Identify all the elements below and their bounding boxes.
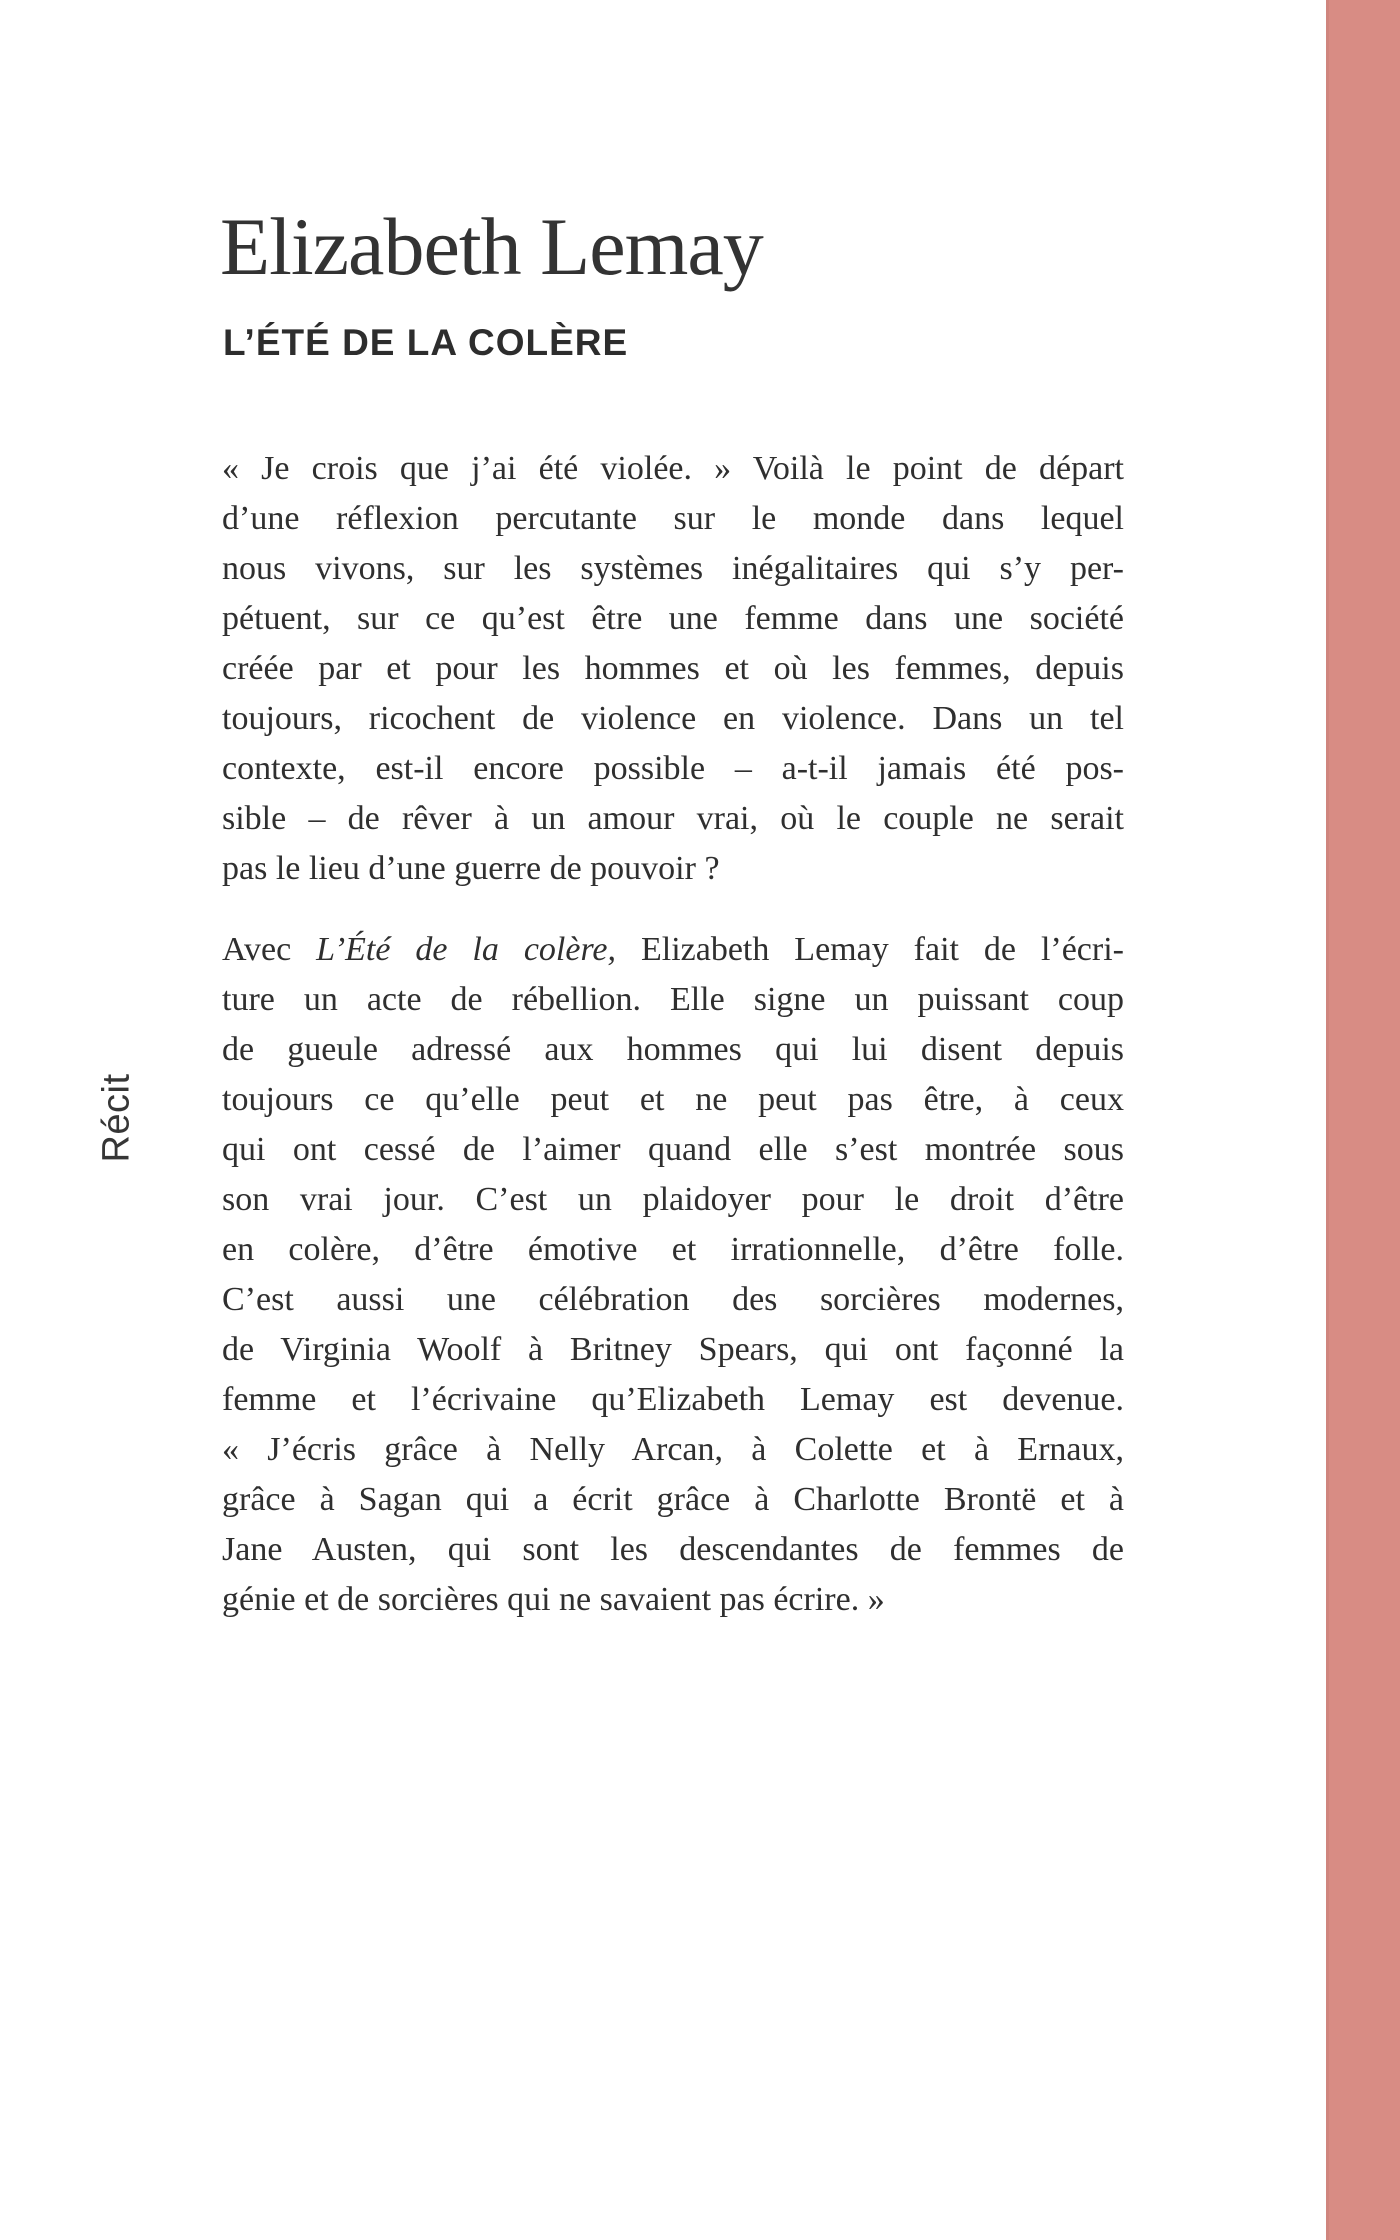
accent-stripe — [1326, 0, 1400, 2240]
text-line: toujours ce qu’elle peut et ne peut pas être, à ceux — [222, 1081, 1124, 1118]
text-line: grâce à Sagan qui a écrit grâce à Charlotte Brontë et à — [222, 1481, 1124, 1518]
text-line: Jane Austen, qui sont les descendantes de femmes de — [222, 1531, 1124, 1568]
text-line: nous vivons, sur les systèmes inégalitaires qui s’y per- — [222, 550, 1124, 587]
text-line: créée par et pour les hommes et où les femmes, depuis — [222, 650, 1124, 687]
author-name: Elizabeth Lemay — [220, 201, 763, 292]
text-line: qui ont cessé de l’aimer quand elle s’est montrée sous — [222, 1131, 1124, 1168]
text-line: pas le lieu d’une guerre de pouvoir ? — [222, 850, 720, 887]
text-line: pétuent, sur ce qu’est être une femme dans une société — [222, 600, 1124, 637]
text-line: d’une réflexion percutante sur le monde dans lequel — [222, 500, 1124, 537]
text-line: ture un acte de rébellion. Elle signe un puissant coup — [222, 981, 1124, 1018]
text-line: C’est aussi une célébration des sorcières modernes, — [222, 1281, 1124, 1318]
text-line: « J’écris grâce à Nelly Arcan, à Colette et à Ernaux, — [222, 1431, 1124, 1468]
paragraph — [222, 444, 1124, 894]
text-line: « Je crois que j’ai été violée. » Voilà le point de départ — [222, 450, 1124, 487]
text-line: contexte, est-il encore possible – a-t-il jamais été pos- — [222, 750, 1124, 787]
text-line: en colère, d’être émotive et irrationnelle, d’être folle. — [222, 1231, 1124, 1268]
description-text — [222, 444, 1124, 1625]
text-line: de gueule adressé aux hommes qui lui disent depuis — [222, 1031, 1124, 1068]
text-line: femme et l’écrivaine qu’Elizabeth Lemay est devenue. — [222, 1381, 1124, 1418]
text-line: de Virginia Woolf à Britney Spears, qui ont façonné la — [222, 1331, 1124, 1368]
text-line: sible – de rêver à un amour vrai, où le couple ne serait — [222, 800, 1124, 837]
paragraph — [222, 925, 1124, 1625]
category-label: Récit — [95, 1073, 138, 1163]
text-line: génie et de sorcières qui ne savaient pas écrire. » — [222, 1581, 885, 1618]
book-title: L’ÉTÉ DE LA COLÈRE — [223, 322, 629, 363]
text-line: son vrai jour. C’est un plaidoyer pour le droit d’être — [222, 1181, 1124, 1218]
text-line: toujours, ricochent de violence en violence. Dans un tel — [222, 700, 1124, 737]
text-line: Avec L’Été de la colère, Elizabeth Lemay fait de l’écri- — [222, 931, 1124, 968]
